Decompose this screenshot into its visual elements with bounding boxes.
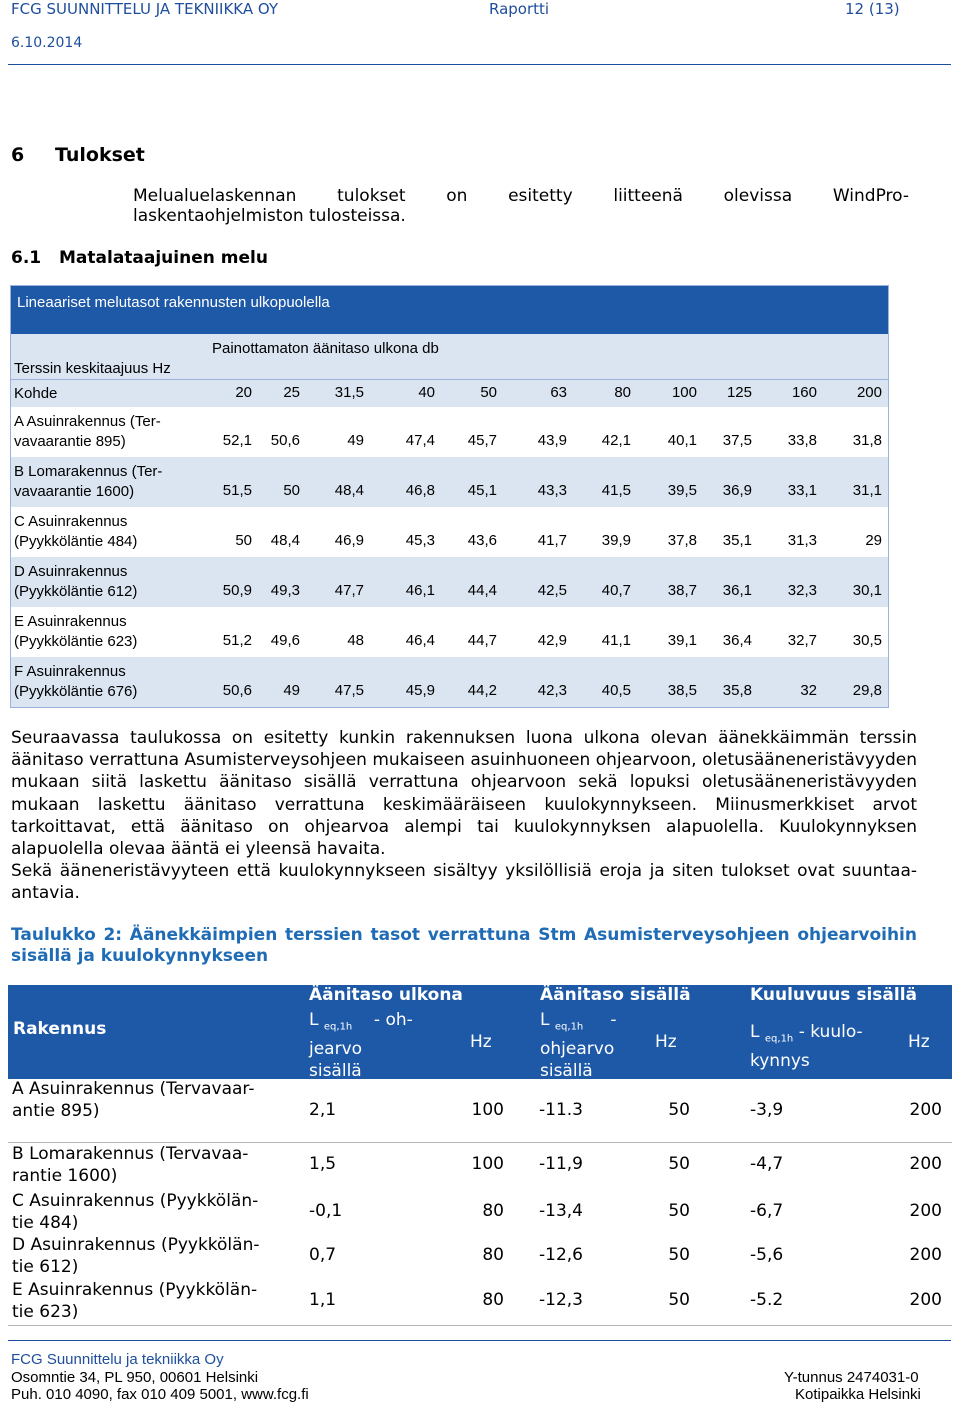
table1-cell: 31,3 (787, 532, 817, 549)
noise-level-table (10, 285, 889, 708)
table1-cell: 42,5 (537, 582, 567, 599)
intro-line-1: Melualuelaskennan tulokset on esitetty liitteenä olevissa WindPro- (133, 186, 909, 206)
table1-cell: 47,4 (405, 432, 435, 449)
table1-cell: 36,9 (722, 482, 752, 499)
table2-cell: 1,1 (309, 1290, 337, 1310)
table1-row (11, 457, 888, 507)
table1-cell: 50,9 (222, 582, 252, 599)
table1-row (11, 407, 888, 457)
table1-row-label: B Lomarakennus (Ter- vavaarantie 1600) (14, 463, 163, 500)
table2-group-outdoor: Äänitaso ulkona (309, 985, 463, 1005)
table2-col-building: Rakennus (13, 1019, 107, 1039)
table1-body (11, 407, 888, 707)
body-paragraph-1: Seuraavassa taulukossa on esitetty kunkin rakennuksen luona ulkona olevan äänekkäimmän terssin äänitaso verrattuna Asumisterveysohjeen mukaiseen asuinhuoneen ohjearvoon, oletusääneneristävyyden mukaan siitä laskettu äänitaso sisällä verrattuna ohjearvoon sekä lopuksi oletusääneneristävyyden mukaan laskettu äänitaso verrattuna keskimääräiseen kuulokynnykseen. Miinusmerkkiset arvot tarkoittavat, että äänitaso on ohjearvoa alempi tai kuulokynnyksen alapuolella. Kuulokynnyksen alapuolella olevaa ääntä ei yleensä havaita. (11, 728, 917, 860)
table1-cell: 50,6 (222, 682, 252, 699)
table2-g3-hz: Hz (908, 1032, 930, 1052)
body-text (11, 727, 917, 905)
subsection-title: Matalataajuinen melu (59, 248, 268, 268)
table1-cell: 41,7 (537, 532, 567, 549)
section-title: Tulokset (55, 144, 145, 166)
table1-cell: 30,5 (852, 632, 882, 649)
table1-title: Lineaariset melutasot rakennusten ulkopuolella (11, 286, 888, 334)
table2-row (8, 1143, 952, 1190)
table1-row-label: D Asuinrakennus (Pyykköläntie 612) (14, 563, 138, 600)
table1-cell: 43,3 (537, 482, 567, 499)
table2-caption: Taulukko 2: Äänekkäimpien terssien tasot verrattuna Stm Asumisterveysohjeen ohjearvoihin sisällä ja kuulokynnykseen (11, 925, 917, 966)
table2-cell: 50 (668, 1245, 690, 1265)
table1-cell: 45,1 (467, 482, 497, 499)
table2-header (8, 985, 952, 1082)
table1-cell: 35,8 (722, 682, 752, 699)
table2-cell: 1,5 (309, 1154, 337, 1174)
table1-cell: 44,4 (467, 582, 497, 599)
table2-cell: -11.3 (539, 1100, 583, 1120)
table2-divider (8, 1325, 952, 1326)
table2-cell: 80 (482, 1245, 504, 1265)
table1-cell: 42,1 (601, 432, 631, 449)
table2-cell: 50 (668, 1100, 690, 1120)
table1-cell: 32 (800, 682, 817, 699)
freq-cell: 31,5 (334, 384, 364, 401)
table2-cell: 2,1 (309, 1100, 337, 1120)
freq-cell: 125 (726, 384, 752, 401)
table1-cell: 52,1 (222, 432, 252, 449)
table1-cell: 37,8 (667, 532, 697, 549)
table1-header (11, 334, 888, 379)
freq-cell: 50 (480, 384, 497, 401)
table1-cell: 45,9 (405, 682, 435, 699)
table1-cell: 29,8 (852, 682, 882, 699)
table1-cell: 33,8 (787, 432, 817, 449)
table1-cell: 30,1 (852, 582, 882, 599)
freq-cell: 63 (550, 384, 567, 401)
table1-cell: 37,5 (722, 432, 752, 449)
table1-cell: 31,8 (852, 432, 882, 449)
table2-cell: -3,9 (750, 1100, 784, 1120)
table2-g2-label: L $_{eq,1h}$ - ohjearvo sisällä (540, 1010, 617, 1082)
table2-cell: -13,4 (539, 1201, 583, 1221)
table1-cell: 49 (283, 682, 300, 699)
freq-cell: 200 (856, 384, 882, 401)
freq-cell: 100 (671, 384, 697, 401)
intro-line-2: laskentaohjelmiston tulosteissa. (133, 206, 406, 226)
table1-row (11, 657, 888, 707)
table1-cell: 41,1 (601, 632, 631, 649)
table2-g2-hz: Hz (655, 1032, 677, 1052)
table1-cell: 45,3 (405, 532, 435, 549)
table1-cell: 38,5 (667, 682, 697, 699)
section-heading (11, 144, 145, 166)
table1-cell: 45,7 (467, 432, 497, 449)
freq-cell: 20 (235, 384, 252, 401)
table1-cell: 49 (347, 432, 364, 449)
table2-cell: -6,7 (750, 1201, 784, 1221)
table2-cell: -0,1 (309, 1201, 343, 1221)
freq-cell: 160 (791, 384, 817, 401)
table1-cell: 47,5 (334, 682, 364, 699)
table2-row-label: C Asuinrakennus (Pyykkölän- tie 484) (12, 1191, 259, 1233)
subsection-heading (11, 248, 268, 268)
table2-cell: 200 (909, 1245, 942, 1265)
table1-cell: 31,1 (852, 482, 882, 499)
table2-row-label: E Asuinrakennus (Pyykkölän- tie 623) (12, 1280, 258, 1322)
table1-subheader: Painottamaton äänitaso ulkona db (212, 340, 439, 357)
table1-cell: 48,4 (334, 482, 364, 499)
footer-address: Osomntie 34, PL 950, 00601 Helsinki (11, 1369, 259, 1386)
table2-row-label: B Lomarakennus (Tervavaa- rantie 1600) (12, 1144, 249, 1186)
table2-g3-label: L $_{eq,1h}$ - kuulo- kynnys (750, 1022, 863, 1072)
header-page: 12 (13) (845, 0, 900, 18)
table1-cell: 35,1 (722, 532, 752, 549)
table2-cell: -5,6 (750, 1245, 784, 1265)
table2-group-audibility: Kuuluvuus sisällä (750, 985, 917, 1005)
table2-cell: 50 (668, 1290, 690, 1310)
table1-cell: 44,7 (467, 632, 497, 649)
table1-frequency-label: Terssin keskitaajuus Hz (14, 360, 171, 377)
table1-cell: 43,6 (467, 532, 497, 549)
table2-cell: -4,7 (750, 1154, 784, 1174)
table1-cell: 50 (283, 482, 300, 499)
table2-cell: -12,3 (539, 1290, 583, 1310)
table1-cell: 42,3 (537, 682, 567, 699)
table1-row (11, 607, 888, 657)
table1-cell: 40,5 (601, 682, 631, 699)
table1-cell: 51,5 (222, 482, 252, 499)
table2-cell: 80 (482, 1290, 504, 1310)
table2-cell: 100 (471, 1154, 504, 1174)
table2-row-label: A Asuinrakennus (Tervavaar- antie 895) (12, 1079, 255, 1121)
table2-row (8, 1190, 952, 1234)
table1-cell: 40,1 (667, 432, 697, 449)
table2-cell: 50 (668, 1201, 690, 1221)
footer-ytunnus: Y-tunnus 2474031-0 (784, 1369, 919, 1386)
table2-cell: 0,7 (309, 1245, 337, 1265)
table2-group-indoor: Äänitaso sisällä (540, 985, 691, 1005)
table1-cell: 46,1 (405, 582, 435, 599)
table1-cell: 50 (235, 532, 252, 549)
table2-g1-label: L $_{eq,1h}$ - oh- jearvo sisällä (309, 1010, 413, 1082)
table2-cell: 200 (909, 1154, 942, 1174)
body-paragraph-2: Sekä ääneneristävyyteen että kuulokynnykseen sisältyy yksilöllisiä eroja ja siten tulokset ovat suuntaa-antavia. (11, 861, 917, 904)
table2-cell: -11,9 (539, 1154, 583, 1174)
table1-cell: 39,9 (601, 532, 631, 549)
header-company: FCG SUUNNITTELU JA TEKNIIKKA OY (11, 0, 279, 18)
table1-cell: 48,4 (270, 532, 300, 549)
table1-cell: 33,1 (787, 482, 817, 499)
table1-cell: 43,9 (537, 432, 567, 449)
section-number: 6 (11, 144, 25, 166)
freq-cell: 80 (614, 384, 631, 401)
table2-row (8, 1234, 952, 1279)
table1-row (11, 507, 888, 557)
subsection-number: 6.1 (11, 248, 42, 268)
table1-cell: 42,9 (537, 632, 567, 649)
table1-cell: 39,1 (667, 632, 697, 649)
table1-row-label: A Asuinrakennus (Ter- vavaarantie 895) (14, 413, 161, 450)
table2-divider (8, 1142, 952, 1143)
table1-cell: 47,7 (334, 582, 364, 599)
footer-phone: Puh. 010 4090, fax 010 409 5001, www.fcg.fi (11, 1386, 309, 1403)
table1-row (11, 557, 888, 607)
table2-cell: 80 (482, 1201, 504, 1221)
table1-cell: 46,9 (334, 532, 364, 549)
table1-frequency-row (11, 379, 888, 407)
footer-company: FCG Suunnittelu ja tekniikka Oy (11, 1351, 224, 1368)
table1-cell: 29 (865, 532, 882, 549)
table1-cell: 39,5 (667, 482, 697, 499)
table2-g1-hz: Hz (470, 1032, 492, 1052)
table1-cell: 49,3 (270, 582, 300, 599)
footer-rule (8, 1340, 951, 1341)
table2-row (8, 1079, 952, 1143)
table1-cell: 41,5 (601, 482, 631, 499)
header-date: 6.10.2014 (11, 35, 83, 51)
freq-cell: 40 (418, 384, 435, 401)
table1-row-label: C Asuinrakennus (Pyykköläntie 484) (14, 513, 138, 550)
table2-cell: 200 (909, 1290, 942, 1310)
table1-cell: 46,8 (405, 482, 435, 499)
header-rule (8, 64, 951, 65)
table1-cell: 51,2 (222, 632, 252, 649)
table1-kohde-label: Kohde (14, 385, 58, 402)
table1-cell: 36,4 (722, 632, 752, 649)
table1-cell: 36,1 (722, 582, 752, 599)
freq-cell: 25 (283, 384, 300, 401)
table1-cell: 50,6 (270, 432, 300, 449)
table1-cell: 49,6 (270, 632, 300, 649)
table1-row-label: E Asuinrakennus (Pyykköläntie 623) (14, 613, 138, 650)
table1-cell: 40,7 (601, 582, 631, 599)
table2-cell: 200 (909, 1100, 942, 1120)
table2-row-label: D Asuinrakennus (Pyykkölän- tie 612) (12, 1235, 260, 1277)
table2-cell: -12,6 (539, 1245, 583, 1265)
table1-cell: 46,4 (405, 632, 435, 649)
header-doc-type: Raportti (489, 0, 550, 18)
table1-cell: 32,7 (787, 632, 817, 649)
table2-cell: -5.2 (750, 1290, 784, 1310)
table1-row-label: F Asuinrakennus (Pyykköläntie 676) (14, 663, 138, 700)
table1-cell: 32,3 (787, 582, 817, 599)
table1-cell: 38,7 (667, 582, 697, 599)
table2-cell: 100 (471, 1100, 504, 1120)
table2-cell: 50 (668, 1154, 690, 1174)
table2-row (8, 1279, 952, 1325)
table1-cell: 48 (347, 632, 364, 649)
footer-kotipaikka: Kotipaikka Helsinki (795, 1386, 921, 1403)
table2-cell: 200 (909, 1201, 942, 1221)
table1-cell: 44,2 (467, 682, 497, 699)
